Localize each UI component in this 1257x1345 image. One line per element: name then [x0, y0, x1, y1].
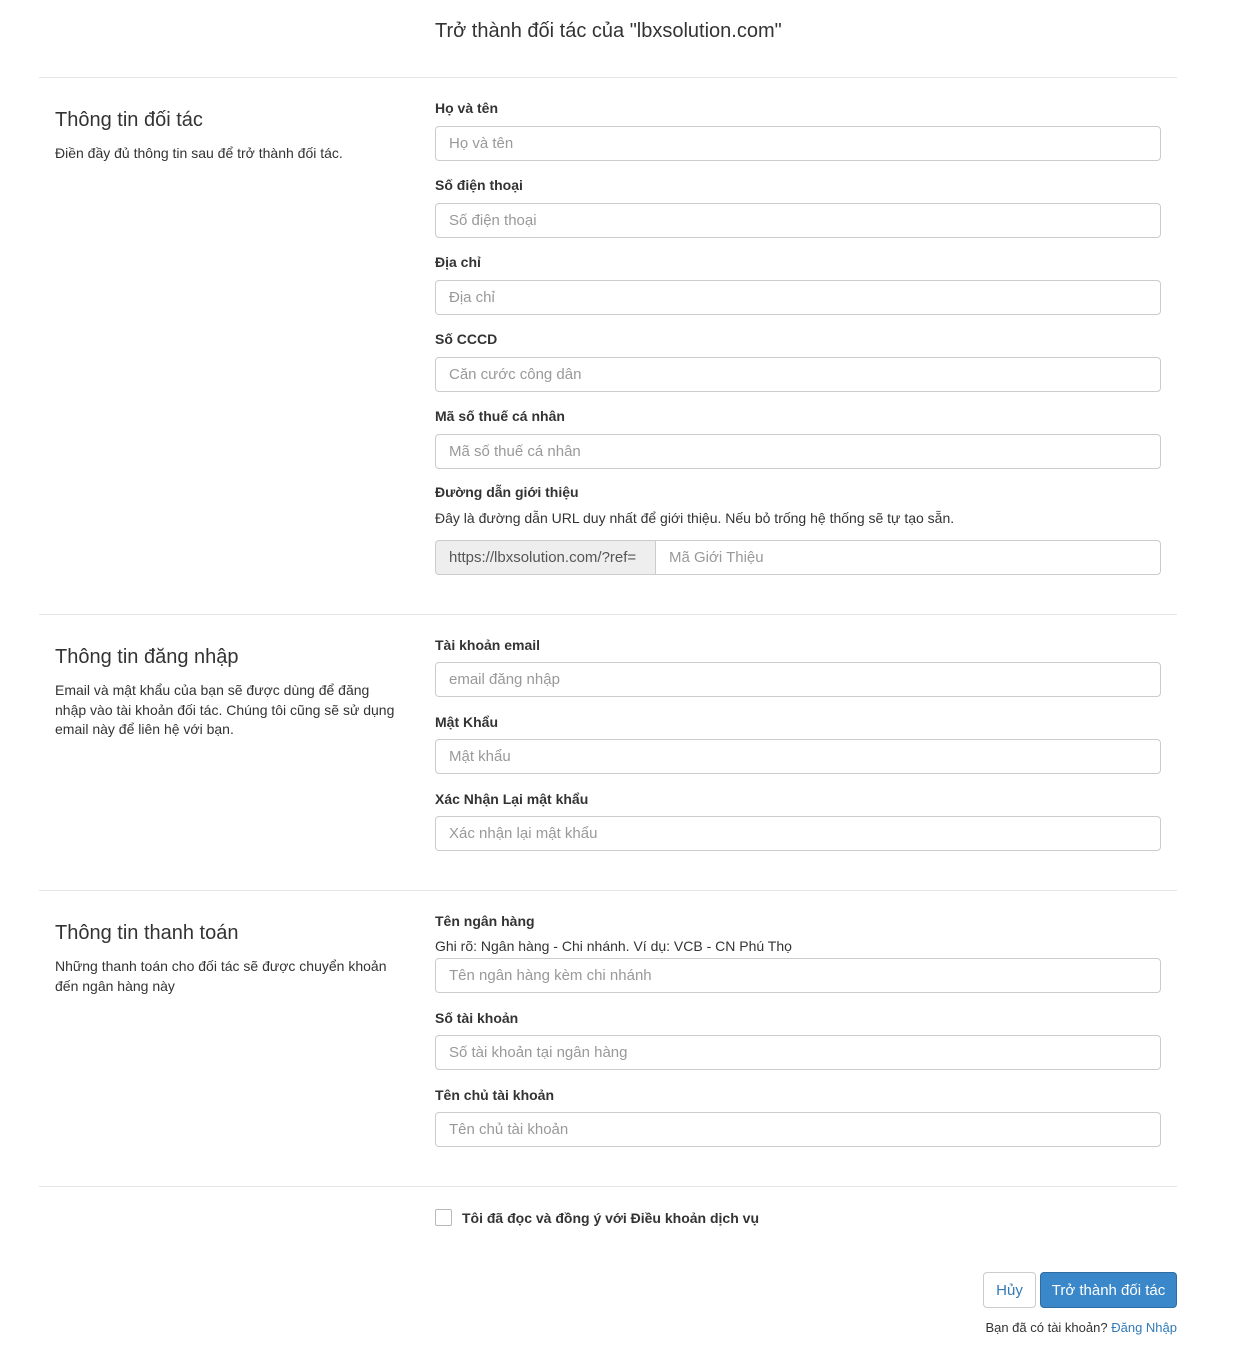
referral-code-input[interactable] — [655, 540, 1161, 575]
section-divider — [39, 1186, 1177, 1187]
bank-name-input[interactable] — [435, 958, 1161, 993]
become-partner-button[interactable]: Trở thành đối tác — [1040, 1272, 1177, 1308]
password-confirm-label: Xác Nhận Lại mật khẩu — [435, 791, 589, 807]
tax-code-label: Mã số thuế cá nhân — [435, 408, 565, 424]
full-name-input[interactable] — [435, 126, 1161, 161]
email-input[interactable] — [435, 662, 1161, 697]
account-number-label: Số tài khoản — [435, 1010, 519, 1026]
bank-name-help-text: Ghi rõ: Ngân hàng - Chi nhánh. Ví dụ: VCB - CN Phú Thọ — [435, 938, 792, 954]
section-desc-partner-info: Điền đầy đủ thông tin sau để trở thành đối tác. — [55, 145, 343, 161]
account-number-input[interactable] — [435, 1035, 1161, 1070]
password-label: Mật Khẩu — [435, 714, 498, 730]
terms-checkbox[interactable] — [435, 1209, 452, 1226]
password-confirm-input[interactable] — [435, 816, 1161, 851]
phone-label: Số điện thoại — [435, 177, 523, 193]
bank-name-label: Tên ngân hàng — [435, 913, 535, 929]
referral-url-prefix: https://lbxsolution.com/?ref= — [435, 540, 655, 575]
section-divider — [39, 77, 1177, 78]
account-holder-input[interactable] — [435, 1112, 1161, 1147]
referral-help-text: Đây là đường dẫn URL duy nhất để giới thiệu. Nếu bỏ trống hệ thống sẽ tự tạo sẵn. — [435, 510, 955, 526]
password-input[interactable] — [435, 739, 1161, 774]
full-name-label: Họ và tên — [435, 100, 499, 116]
cancel-button[interactable]: Hủy — [983, 1272, 1036, 1308]
have-account-text: Bạn đã có tài khoản? — [985, 1320, 1108, 1335]
section-divider — [39, 614, 1177, 615]
page-title: Trở thành đối tác của "lbxsolution.com" — [435, 20, 782, 42]
tax-code-input[interactable] — [435, 434, 1161, 469]
section-desc-payment-info: Những thanh toán cho đối tác sẽ được chuyển khoản đến ngân hàng này — [55, 958, 387, 994]
section-divider — [39, 890, 1177, 891]
referral-input-group — [435, 540, 1161, 575]
terms-label: Tôi đã đọc và đồng ý với Điều khoản dịch vụ — [462, 1209, 759, 1226]
section-desc-login-info: Email và mật khẩu của bạn sẽ được dùng để đăng nhập vào tài khoản đối tác. Chúng tôi cũng sẽ sử dụng email này để liên hệ với bạn. — [55, 682, 395, 737]
section-title-login-info: Thông tin đăng nhập — [55, 646, 239, 668]
section-title-payment-info: Thông tin thanh toán — [55, 922, 239, 944]
section-title-partner-info: Thông tin đối tác — [55, 109, 203, 131]
login-prompt — [985, 1320, 1177, 1335]
id-number-input[interactable] — [435, 357, 1161, 392]
id-number-label: Số CCCD — [435, 331, 498, 347]
login-link[interactable]: Đăng Nhập — [1111, 1320, 1177, 1335]
account-holder-label: Tên chủ tài khoản — [435, 1087, 555, 1103]
terms-agreement[interactable] — [435, 1209, 759, 1226]
email-label: Tài khoản email — [435, 637, 541, 653]
address-label: Địa chỉ — [435, 254, 481, 270]
phone-input[interactable] — [435, 203, 1161, 238]
referral-label: Đường dẫn giới thiệu — [435, 484, 579, 500]
address-input[interactable] — [435, 280, 1161, 315]
